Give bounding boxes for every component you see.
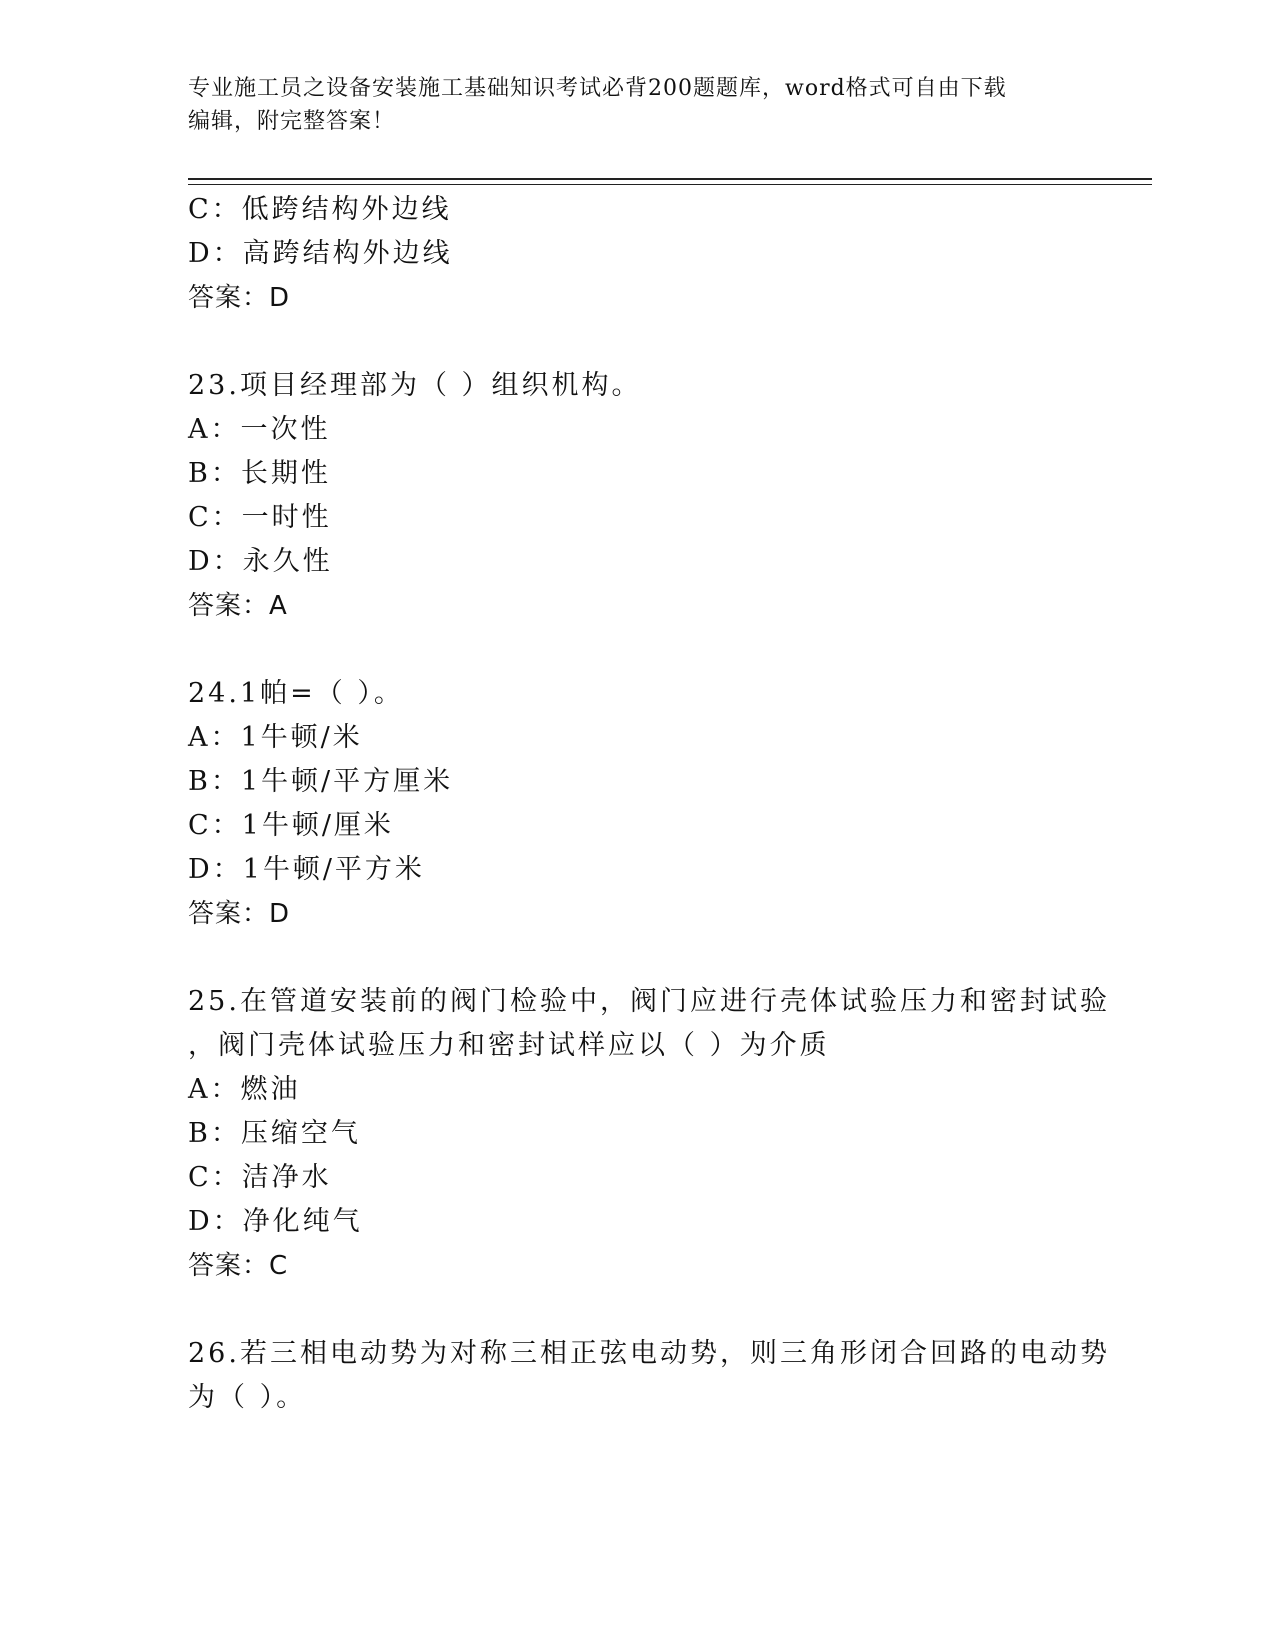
header-rule-thin [188,184,1152,185]
option-d: D：永久性 [188,546,333,577]
document-header [188,72,1068,138]
option-d: D：1牛顿/平方米 [188,854,425,885]
option-a: A：1牛顿/米 [188,722,363,753]
question-stem: 25.在管道安装前的阀门检验中，阀门应进行壳体试验压力和密封试验 [188,986,1110,1017]
option-d: D：净化纯气 [188,1206,363,1237]
header-line-1: 专业施工员之设备安装施工基础知识考试必背200题题库，word格式可自由下载 [188,76,1007,101]
answer: 答案：C [188,1251,289,1281]
header-rule-thick [188,178,1152,180]
option-a: A：一次性 [188,414,331,445]
answer: 答案：D [188,899,291,929]
answer: 答案：A [188,591,288,621]
question-stem: 23.项目经理部为（ ）组织机构。 [188,370,642,401]
option-c: C：一时性 [188,502,332,533]
header-line-2: 编辑，附完整答案！ [188,109,396,134]
option-d: D：高跨结构外边线 [188,238,453,269]
option-c: C：洁净水 [188,1162,332,1193]
question-stem-continued: ，阀门壳体试验压力和密封试样应以（ ）为介质 [188,1030,830,1061]
option-a: A：燃油 [188,1074,301,1105]
option-b: B：长期性 [188,458,331,489]
answer: 答案：D [188,283,291,313]
option-c: C：低跨结构外边线 [188,194,452,225]
option-b: B：压缩空气 [188,1118,361,1149]
question-stem-continued: 为（ ）。 [188,1382,307,1413]
option-c: C：1牛顿/厘米 [188,810,394,841]
question-stem: 24.1帕=（ ）。 [188,678,404,709]
option-b: B：1牛顿/平方厘米 [188,766,454,797]
question-stem: 26.若三相电动势为对称三相正弦电动势，则三角形闭合回路的电动势 [188,1338,1110,1369]
